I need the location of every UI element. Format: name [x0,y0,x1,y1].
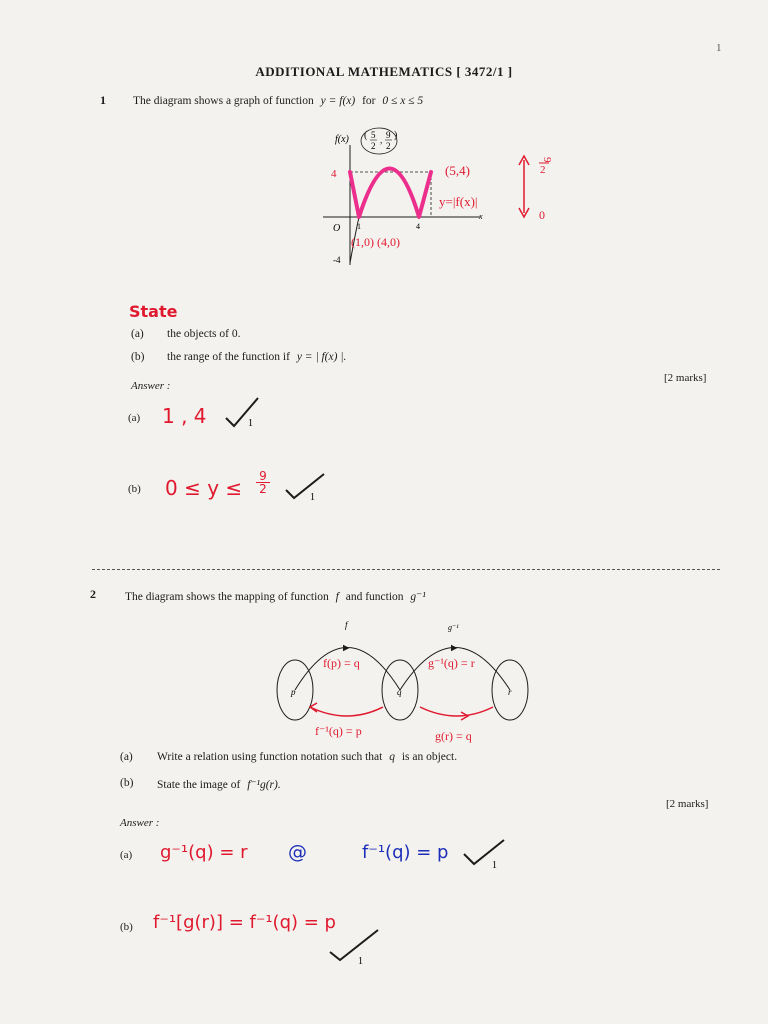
annot-point: (5,4) [445,163,470,178]
arrow-ginv-head [451,645,457,651]
tick-y-neg4: -4 [333,255,341,265]
q2-mapping-diagram [265,615,545,750]
q1-func: y = f(x) [320,95,356,107]
q1-ans-a: 1 , 4 [162,404,207,428]
q2-stem-text: The diagram shows the mapping of function [125,591,329,603]
q2-number: 2 [90,587,96,601]
q1-graph [315,125,565,270]
q2-marks: [2 marks] [666,798,709,810]
vertex-den-y: 2 [386,141,391,151]
annot-roots: (1,0) (4,0) [351,235,400,249]
q1-part-b-label: (b) [131,351,145,363]
vertex-num-x: 5 [371,130,376,140]
arrow-f-label: f [345,620,348,630]
q2-part-a-tail: is an object. [401,751,458,763]
range-top-den: 2 [540,164,546,176]
tick-score: 1 [310,492,315,503]
q1-part-a-text: the objects of 0. [167,328,241,340]
vertex-circle [361,128,397,154]
q2-part-a-label: (a) [120,751,133,763]
q1-ans-a-label: (a) [128,412,141,424]
q2-ans-b-label: (b) [120,921,133,933]
q2-stem [125,589,426,603]
frac-den: 2 [256,482,270,495]
graph-abs-curve [350,169,431,218]
q2-part-b-label: (b) [120,777,134,789]
q1-ans-b: 0 ≤ y ≤ [165,476,243,500]
q1-ans-b-frac [256,470,270,495]
q2-part-a-var: q [389,751,395,763]
q1-part-b [167,351,346,363]
arrow-g [420,707,493,716]
q2-ans-a-alt: f⁻¹(q) = p [362,842,449,863]
q2-answer-label: Answer : [120,817,160,829]
tick-score: 1 [248,418,253,429]
q2-part-b-text: State the image of [157,779,241,791]
tick-x4: 4 [416,222,420,231]
q1-ans-b-tick [284,470,330,504]
q1-stem-text: The diagram shows a graph of function [133,95,314,107]
tick-mark [464,840,504,864]
q1-number: 1 [100,93,106,107]
tick-mark [286,474,324,498]
question-divider [92,569,720,570]
q2-f: f [335,591,339,603]
q2-part-b [157,777,281,791]
q2-ginv: g⁻¹ [410,591,426,603]
vertex-open: ( [364,130,368,141]
q1-ans-a-tick [224,396,264,430]
q2-part-b-expr: f⁻¹g(r). [247,779,281,791]
paper-title: ADDITIONAL MATHEMATICS [ 3472/1 ] [255,64,513,79]
range-bottom: 0 [539,208,545,222]
arrow-finv [310,707,383,716]
frac-num: 9 [259,469,267,483]
tick-score: 1 [492,860,497,870]
q1-for: for [362,95,376,107]
note-ginv: g⁻¹(q) = r [428,656,475,670]
q2-ans-a-or: @ [288,841,307,863]
label-p: p [291,687,296,697]
q2-ans-b: f⁻¹[g(r)] = f⁻¹(q) = p [153,912,336,933]
vertex-close: ) [394,130,398,141]
q2-ans-b-tick [328,926,384,966]
q1-ans-b-label: (b) [128,483,141,495]
annot-func: y=|f(x)| [439,194,478,209]
label-r: r [508,687,512,697]
vertex-sep: , [380,135,383,145]
q2-and: and function [345,591,404,603]
q1-part-a-label: (a) [131,328,144,340]
q2-part-a-text: Write a relation using function notation such that [157,751,383,763]
q1-part-b-func: y = | f(x) |. [296,351,347,363]
vertex-den-x: 2 [371,141,376,151]
x-axis-label: x [479,212,483,221]
arrow-ginv-label: g⁻¹ [448,623,459,632]
q1-stem [133,95,423,107]
q1-domain: 0 ≤ x ≤ 5 [382,95,424,107]
tick-score: 1 [358,956,363,966]
origin-label: O [333,223,341,234]
q2-ans-a-tick [462,836,508,870]
q2-part-a [157,751,457,763]
page-number: 1 [716,42,722,54]
arrow-f-head [343,645,349,651]
q1-answer-label: Answer : [131,380,171,392]
q1-marks: [2 marks] [664,372,707,384]
state-heading: State [129,302,178,321]
range-top-num: 9 [541,157,553,163]
tick-y4: 4 [331,168,337,180]
tick-x1: 1 [357,222,361,231]
vertex-num-y: 9 [386,130,391,140]
label-q: q [397,687,402,697]
note-finv: f⁻¹(q) = p [315,724,362,738]
q2-ans-a: g⁻¹(q) = r [160,842,248,863]
tick-mark [330,930,378,960]
note-fp: f(p) = q [323,656,360,670]
q1-part-b-text: the range of the function if [167,351,290,363]
q2-ans-a-label: (a) [120,849,133,861]
tick-mark [226,398,258,426]
y-axis-label: f(x) [335,134,349,145]
note-gr: g(r) = q [435,729,472,743]
